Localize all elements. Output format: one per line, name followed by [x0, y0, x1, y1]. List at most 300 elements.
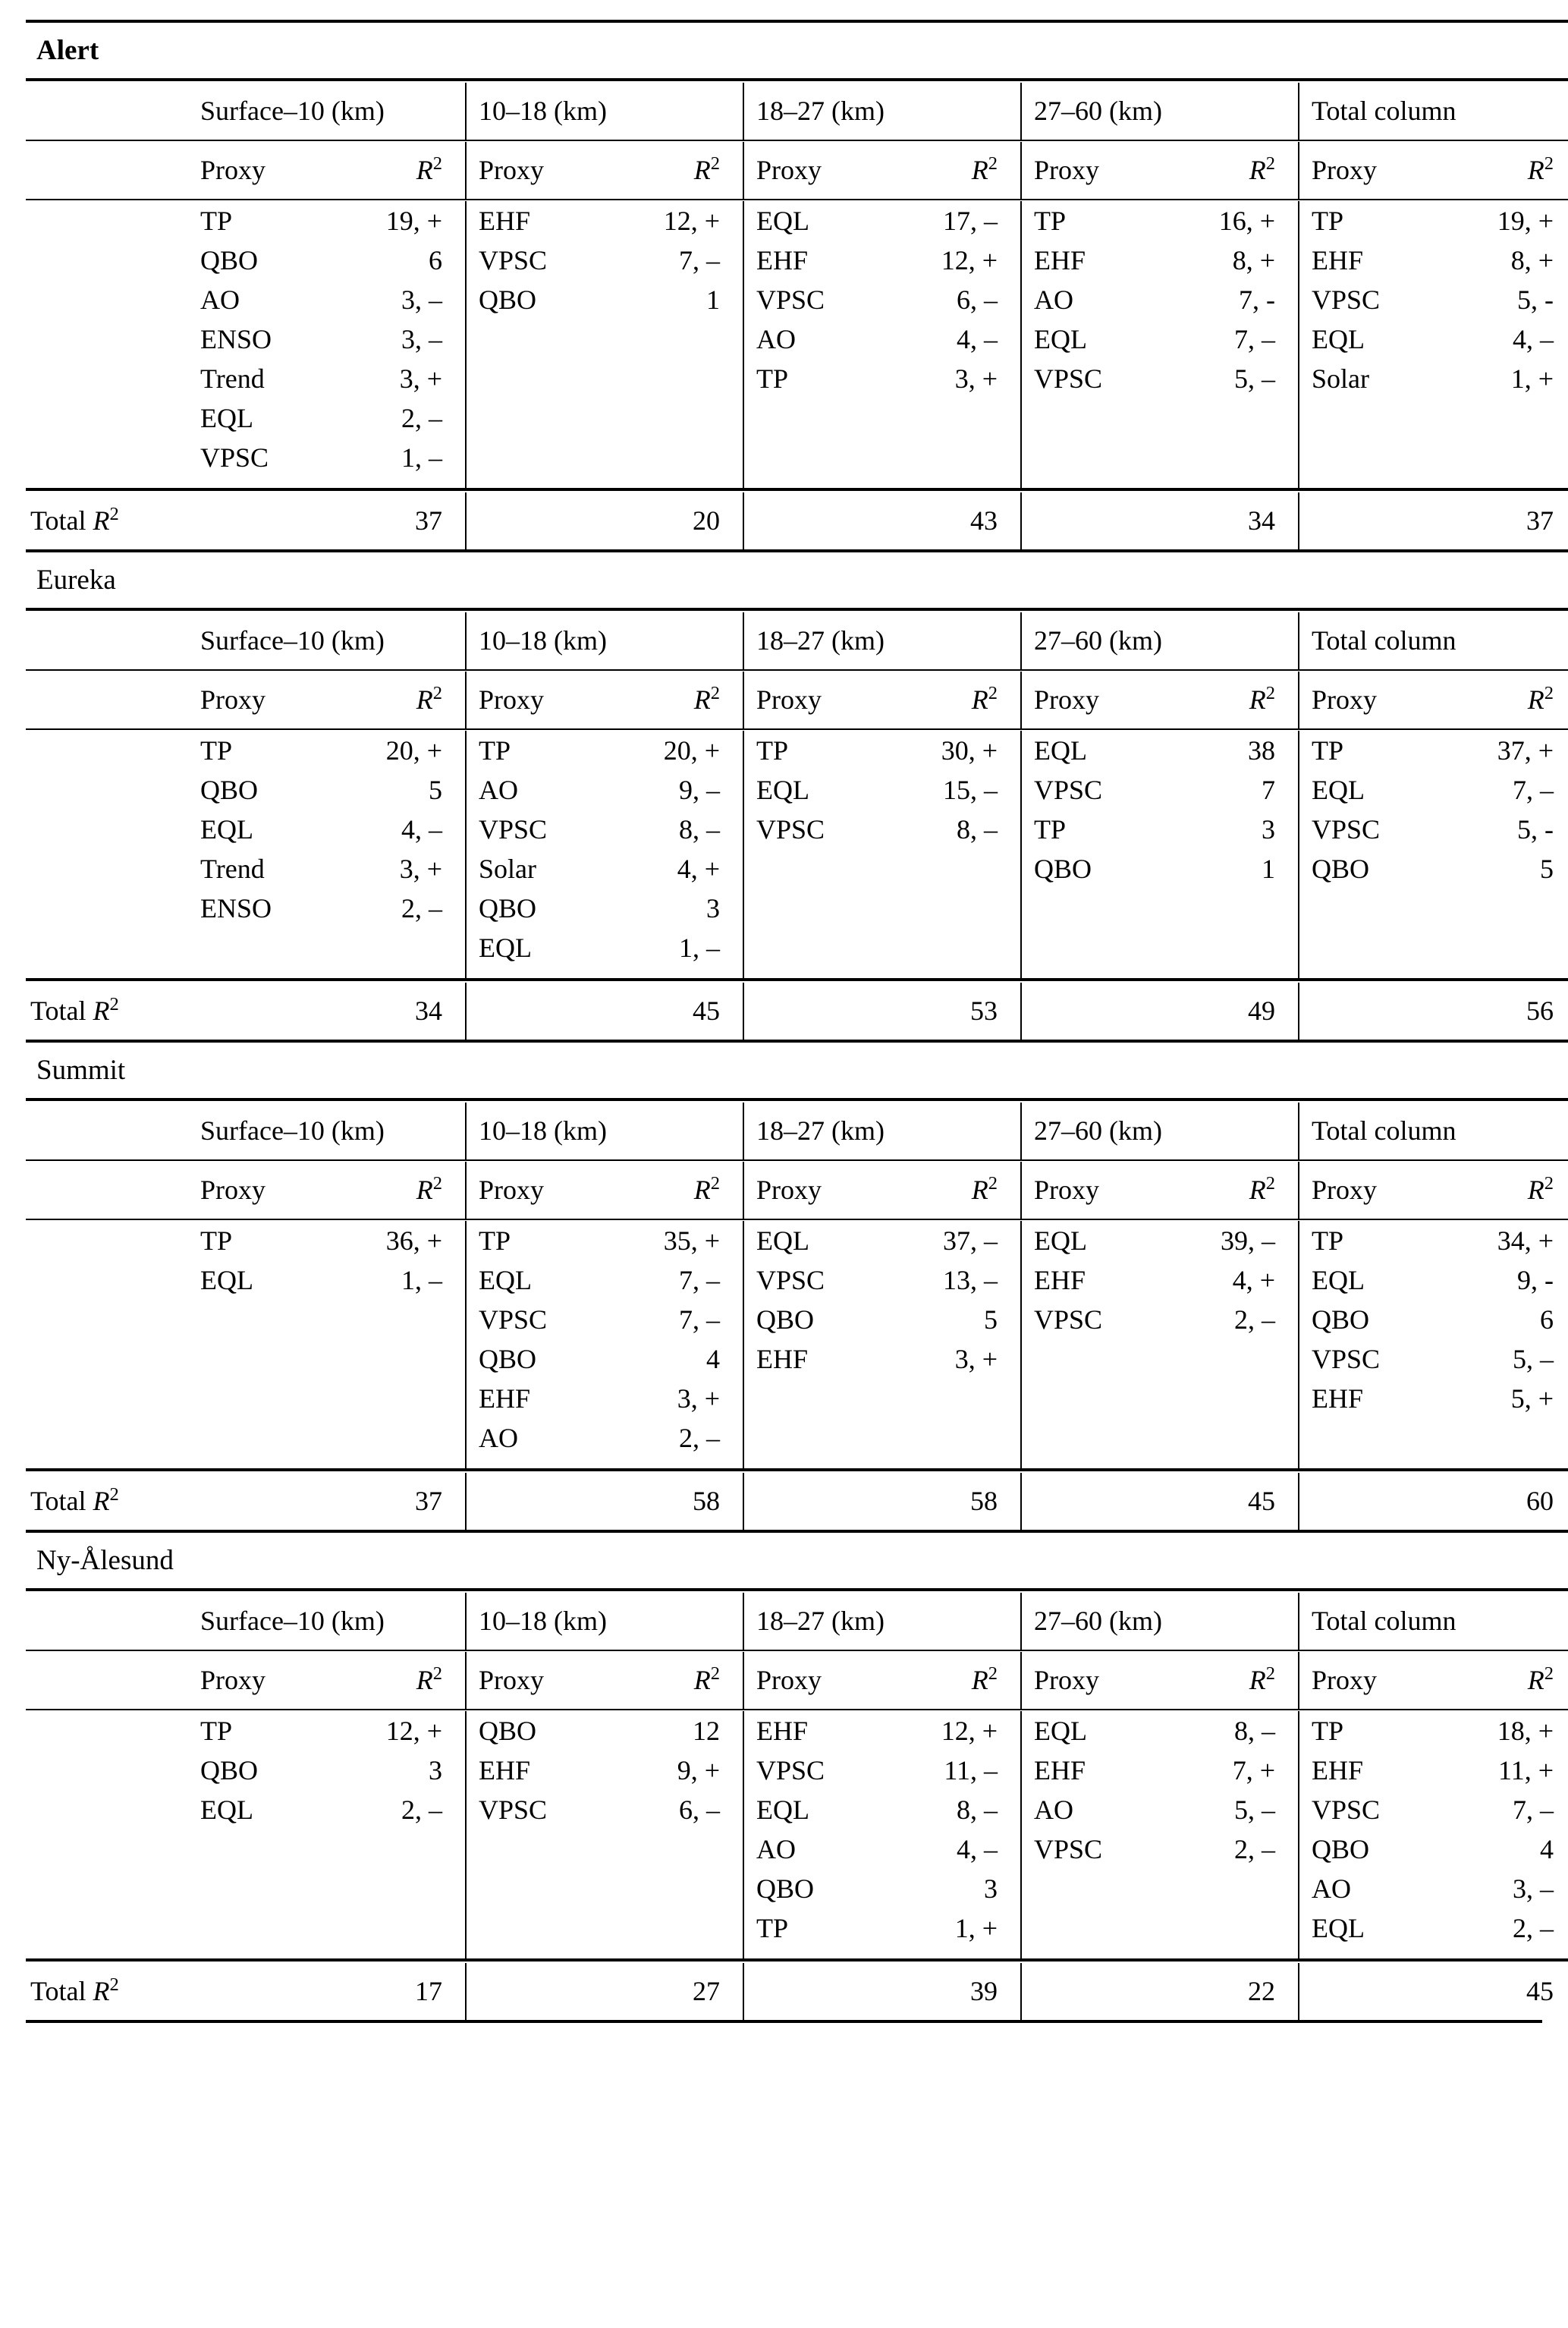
cell-proxy-eureka-1-3: Solar	[466, 849, 614, 889]
group-header-eureka-1: 10–18 (km)	[466, 612, 743, 670]
row-label-spacer	[26, 241, 188, 280]
col-header-proxy-2: Proxy	[743, 1652, 892, 1710]
section-alert	[26, 20, 1568, 549]
cell-proxy-alert-1-1: VPSC	[466, 241, 614, 280]
col-header-proxy-0: Proxy	[200, 684, 266, 715]
group-header-ny-alesund-0: Surface–10 (km)	[200, 1605, 385, 1636]
cell-r2-ny-alesund-2-3: 4, –	[957, 1834, 998, 1865]
cell-proxy-alert-3-1: EHF	[1021, 241, 1170, 280]
section-ny-alesund	[26, 1530, 1568, 2020]
col-header-proxy-3: Proxy	[1021, 142, 1170, 200]
row-label-spacer	[26, 280, 188, 319]
cell-r2-summit-2-0: 37, –	[943, 1225, 998, 1257]
table-row	[26, 1379, 1568, 1418]
col-header-proxy-4: Proxy	[1299, 672, 1447, 729]
cell-r2-summit-2-4	[892, 1379, 1021, 1418]
cell-r2-ny-alesund-2-0: 12, +	[941, 1716, 998, 1747]
col-header-proxy-0: Proxy	[200, 1174, 266, 1205]
cell-r2-summit-2-3: 3, +	[954, 1344, 998, 1375]
sub-header-row	[26, 142, 1568, 200]
cell-r2-alert-1-3	[614, 319, 743, 359]
table-row	[26, 1260, 1568, 1300]
table-row	[26, 1869, 1568, 1908]
cell-r2-alert-4-5	[1447, 398, 1568, 438]
row-label-spacer	[26, 1300, 188, 1339]
group-header-summit-1: 10–18 (km)	[466, 1103, 743, 1160]
cell-r2-ny-alesund-4-3: 4	[1540, 1834, 1554, 1865]
group-header-summit-4: Total column	[1299, 1103, 1568, 1160]
cell-r2-summit-4-0: 34, +	[1497, 1225, 1554, 1257]
total-value-summit-3: 45	[1021, 1473, 1299, 1530]
cell-proxy-alert-0-3: ENSO	[200, 323, 272, 354]
cell-r2-eureka-3-5	[1170, 928, 1299, 980]
cell-proxy-alert-2-3: AO	[743, 319, 892, 359]
cell-r2-eureka-0-2: 4, –	[401, 814, 442, 845]
section-title-row	[26, 554, 1568, 609]
cell-proxy-ny-alesund-4-0: TP	[1299, 1711, 1447, 1751]
cell-proxy-summit-1-4: EHF	[466, 1379, 614, 1418]
cell-r2-alert-3-2: 7, -	[1239, 284, 1275, 315]
cell-r2-eureka-2-1: 15, –	[943, 775, 998, 806]
row-label-spacer	[26, 1339, 188, 1379]
cell-proxy-alert-4-6	[1299, 438, 1447, 489]
cell-proxy-alert-3-4: VPSC	[1021, 359, 1170, 398]
col-header-proxy-4: Proxy	[1299, 1162, 1447, 1219]
cell-r2-alert-3-1: 8, +	[1232, 244, 1275, 275]
cell-proxy-summit-3-1: EHF	[1021, 1260, 1170, 1300]
cell-r2-summit-3-4	[1170, 1379, 1299, 1418]
total-value-alert-2: 43	[743, 492, 1021, 549]
row-label-spacer	[26, 928, 188, 980]
table-row	[26, 280, 1568, 319]
col-header-proxy-2: Proxy	[743, 1162, 892, 1219]
cell-proxy-summit-1-2: VPSC	[466, 1300, 614, 1339]
cell-r2-eureka-0-1: 5	[429, 775, 442, 806]
cell-r2-alert-2-5	[892, 398, 1021, 438]
cell-proxy-summit-0-4	[188, 1379, 337, 1418]
group-header-eureka-0: Surface–10 (km)	[200, 624, 385, 656]
row-label-spacer	[26, 1711, 188, 1751]
cell-proxy-alert-3-0: TP	[1021, 201, 1170, 241]
cell-proxy-ny-alesund-0-3	[188, 1829, 337, 1869]
cell-r2-summit-3-2: 2, –	[1234, 1304, 1275, 1335]
cell-r2-summit-1-0: 35, +	[663, 1225, 720, 1257]
cell-proxy-eureka-4-2: VPSC	[1299, 810, 1447, 849]
table-row	[26, 1339, 1568, 1379]
col-header-proxy-1: Proxy	[466, 1652, 614, 1710]
cell-r2-alert-1-1: 7, –	[679, 244, 720, 275]
cell-proxy-summit-1-3: QBO	[466, 1339, 614, 1379]
total-value-eureka-4: 56	[1299, 983, 1568, 1040]
cell-r2-summit-4-2: 6	[1540, 1304, 1554, 1335]
table-row	[26, 1300, 1568, 1339]
cell-r2-ny-alesund-3-3: 2, –	[1234, 1834, 1275, 1865]
cell-proxy-alert-1-2: QBO	[466, 280, 614, 319]
col-header-proxy-1: Proxy	[466, 142, 614, 200]
table-row	[26, 1751, 1568, 1790]
cell-r2-ny-alesund-3-0: 8, –	[1234, 1716, 1275, 1747]
cell-proxy-summit-2-4	[743, 1379, 892, 1418]
cell-proxy-eureka-2-3	[743, 849, 892, 889]
cell-proxy-alert-0-1: QBO	[200, 244, 259, 275]
cell-r2-eureka-4-1: 7, –	[1513, 775, 1554, 806]
r-squared-symbol: $R^2$	[93, 1974, 119, 2007]
cell-r2-alert-3-3: 7, –	[1234, 323, 1275, 354]
cell-proxy-summit-0-3	[188, 1339, 337, 1379]
cell-proxy-eureka-0-1: QBO	[200, 775, 259, 806]
cell-proxy-alert-1-4	[466, 359, 614, 398]
cell-proxy-summit-0-2	[188, 1300, 337, 1339]
r-squared-symbol: $R^2$	[1249, 1172, 1275, 1205]
cell-proxy-summit-2-5	[743, 1418, 892, 1470]
cell-proxy-eureka-1-0: TP	[466, 731, 614, 770]
row-label-spacer	[26, 319, 188, 359]
cell-proxy-summit-0-0: TP	[200, 1225, 233, 1257]
group-header-alert-2: 18–27 (km)	[743, 83, 1021, 140]
cell-r2-summit-0-4	[337, 1379, 466, 1418]
table-row	[26, 1221, 1568, 1260]
col-header-proxy-4: Proxy	[1299, 1652, 1447, 1710]
row-label-spacer	[26, 731, 188, 770]
cell-r2-eureka-0-5	[337, 928, 466, 980]
group-header-eureka-2: 18–27 (km)	[743, 612, 1021, 670]
cell-r2-alert-0-2: 3, –	[401, 284, 442, 315]
group-header-ny-alesund-3: 27–60 (km)	[1021, 1593, 1299, 1650]
row-label-spacer	[26, 142, 188, 200]
cell-proxy-eureka-1-1: AO	[466, 770, 614, 810]
cell-proxy-ny-alesund-1-3	[466, 1829, 614, 1869]
cell-r2-alert-2-1: 12, +	[941, 244, 998, 275]
total-value-eureka-2: 53	[743, 983, 1021, 1040]
cell-r2-ny-alesund-4-5: 2, –	[1513, 1913, 1554, 1944]
cell-proxy-summit-4-5	[1299, 1418, 1447, 1470]
cell-r2-eureka-2-2: 8, –	[957, 814, 998, 845]
cell-proxy-eureka-3-0: EQL	[1021, 731, 1170, 770]
cell-proxy-eureka-0-4: ENSO	[200, 893, 272, 924]
total-label: Total $R^2$	[30, 503, 119, 536]
cell-r2-ny-alesund-4-1: 11, +	[1498, 1755, 1554, 1786]
cell-r2-summit-2-5	[892, 1418, 1021, 1470]
total-value-ny-alesund-4: 45	[1299, 1963, 1568, 2020]
cell-proxy-eureka-4-3: QBO	[1299, 849, 1447, 889]
statistics-table	[26, 20, 1554, 2024]
cell-r2-summit-3-1: 4, +	[1232, 1265, 1275, 1296]
col-header-r2-2	[892, 672, 1021, 729]
cell-proxy-alert-1-3	[466, 319, 614, 359]
r-squared-symbol: $R^2$	[1527, 1663, 1554, 1696]
cell-r2-summit-2-2: 5	[984, 1304, 998, 1335]
cell-r2-summit-0-2	[337, 1300, 466, 1339]
cell-r2-alert-1-4	[614, 359, 743, 398]
cell-r2-eureka-2-4	[892, 889, 1021, 928]
total-row-alert	[26, 492, 1568, 549]
r-squared-symbol: $R^2$	[93, 994, 119, 1027]
cell-proxy-summit-2-2: QBO	[743, 1300, 892, 1339]
r-squared-symbol: $R^2$	[416, 682, 442, 715]
row-label-spacer	[26, 1593, 188, 1650]
row-label-spacer	[26, 1103, 188, 1160]
cell-r2-summit-4-4: 5, +	[1510, 1383, 1554, 1414]
total-value-ny-alesund-0: 17	[415, 1976, 442, 2007]
cell-proxy-ny-alesund-3-3: VPSC	[1021, 1829, 1170, 1869]
table-bottom-rule	[26, 2020, 1542, 2024]
cell-proxy-eureka-3-4	[1021, 889, 1170, 928]
group-header-summit-3: 27–60 (km)	[1021, 1103, 1299, 1160]
cell-proxy-alert-3-6	[1021, 438, 1170, 489]
table-row	[26, 889, 1568, 928]
cell-proxy-eureka-0-0: TP	[200, 735, 233, 766]
r-squared-symbol: $R^2$	[1249, 1663, 1275, 1696]
cell-r2-alert-2-0: 17, –	[943, 205, 998, 236]
cell-proxy-ny-alesund-0-2: EQL	[200, 1795, 253, 1826]
cell-r2-alert-1-2: 1	[706, 284, 720, 315]
cell-proxy-alert-3-3: EQL	[1021, 319, 1170, 359]
cell-r2-ny-alesund-1-0: 12	[693, 1716, 720, 1747]
cell-r2-alert-3-4: 5, –	[1234, 363, 1275, 394]
cell-r2-eureka-0-4: 2, –	[401, 893, 442, 924]
cell-proxy-ny-alesund-2-2: EQL	[743, 1790, 892, 1829]
cell-r2-alert-0-1: 6	[429, 244, 442, 275]
cell-r2-ny-alesund-2-1: 11, –	[944, 1755, 998, 1786]
row-label-spacer	[26, 438, 188, 489]
total-value-ny-alesund-2: 39	[743, 1963, 1021, 2020]
col-header-r2-1	[614, 672, 743, 729]
cell-r2-eureka-2-3	[892, 849, 1021, 889]
cell-r2-summit-4-1: 9, -	[1517, 1265, 1554, 1296]
col-header-r2-3	[1170, 672, 1299, 729]
sub-header-row	[26, 1162, 1568, 1219]
cell-r2-alert-3-6	[1170, 438, 1299, 489]
cell-r2-eureka-3-2: 3	[1262, 814, 1275, 845]
cell-proxy-alert-0-5: EQL	[200, 402, 253, 433]
cell-r2-eureka-2-5	[892, 928, 1021, 980]
table-row	[26, 770, 1568, 810]
cell-r2-summit-3-3	[1170, 1339, 1299, 1379]
cell-r2-ny-alesund-0-2: 2, –	[401, 1795, 442, 1826]
col-header-r2-4	[1447, 142, 1568, 200]
section-title-alert: Alert	[36, 35, 99, 66]
cell-proxy-summit-1-5: AO	[466, 1418, 614, 1470]
row-label-spacer	[26, 1751, 188, 1790]
group-header-alert-4: Total column	[1299, 83, 1568, 140]
cell-proxy-ny-alesund-4-5: EQL	[1299, 1908, 1447, 1960]
row-label-spacer	[26, 1790, 188, 1829]
col-header-r2-1	[614, 1652, 743, 1710]
table-row	[26, 201, 1568, 241]
group-header-ny-alesund-1: 10–18 (km)	[466, 1593, 743, 1650]
cell-r2-alert-2-3: 4, –	[957, 323, 998, 354]
cell-r2-alert-3-5	[1170, 398, 1299, 438]
cell-proxy-eureka-2-0: TP	[743, 731, 892, 770]
r-squared-symbol: $R^2$	[971, 153, 998, 185]
cell-proxy-alert-4-3: EQL	[1299, 319, 1447, 359]
group-header-row	[26, 1593, 1568, 1650]
col-header-r2-4	[1447, 1652, 1568, 1710]
row-label-spacer	[26, 1829, 188, 1869]
cell-r2-alert-1-6	[614, 438, 743, 489]
r-squared-symbol: $R^2$	[1249, 682, 1275, 715]
col-header-r2-4	[1447, 1162, 1568, 1219]
cell-proxy-eureka-0-3: Trend	[200, 854, 265, 885]
group-header-ny-alesund-4: Total column	[1299, 1593, 1568, 1650]
cell-proxy-ny-alesund-4-2: VPSC	[1299, 1790, 1447, 1829]
col-header-proxy-0: Proxy	[200, 154, 266, 185]
total-value-alert-3: 34	[1021, 492, 1299, 549]
r-squared-symbol: $R^2$	[416, 1172, 442, 1205]
section-summit	[26, 1040, 1568, 1530]
cell-r2-eureka-1-4: 3	[706, 893, 720, 924]
cell-proxy-summit-2-3: EHF	[743, 1339, 892, 1379]
cell-proxy-alert-2-0: EQL	[743, 201, 892, 241]
col-header-r2-1	[614, 142, 743, 200]
cell-proxy-ny-alesund-1-5	[466, 1908, 614, 1960]
total-value-summit-0: 37	[415, 1486, 442, 1517]
cell-proxy-summit-0-5	[188, 1418, 337, 1470]
cell-proxy-summit-3-3	[1021, 1339, 1170, 1379]
cell-r2-eureka-1-2: 8, –	[679, 814, 720, 845]
cell-proxy-ny-alesund-2-5: TP	[743, 1908, 892, 1960]
col-header-r2-2	[892, 1162, 1021, 1219]
cell-r2-ny-alesund-4-2: 7, –	[1513, 1795, 1554, 1826]
cell-r2-ny-alesund-1-1: 9, +	[677, 1755, 720, 1786]
total-label: Total $R^2$	[30, 1974, 119, 2007]
cell-r2-eureka-1-0: 20, +	[663, 735, 720, 766]
total-value-eureka-1: 45	[466, 983, 743, 1040]
cell-r2-ny-alesund-4-0: 18, +	[1497, 1716, 1554, 1747]
total-value-alert-0: 37	[415, 505, 442, 536]
cell-r2-ny-alesund-1-4	[614, 1869, 743, 1908]
r-squared-symbol: $R^2$	[416, 153, 442, 185]
r-squared-symbol: $R^2$	[693, 1663, 720, 1696]
cell-r2-ny-alesund-0-5	[337, 1908, 466, 1960]
row-label-spacer	[26, 359, 188, 398]
cell-r2-eureka-3-4	[1170, 889, 1299, 928]
row-label-spacer	[26, 672, 188, 729]
total-row-eureka	[26, 983, 1568, 1040]
cell-proxy-alert-4-0: TP	[1299, 201, 1447, 241]
cell-proxy-eureka-4-0: TP	[1299, 731, 1447, 770]
cell-proxy-alert-0-6: VPSC	[200, 442, 269, 473]
cell-proxy-alert-2-5	[743, 398, 892, 438]
total-row-summit	[26, 1473, 1568, 1530]
group-header-alert-0: Surface–10 (km)	[200, 95, 385, 126]
table-row	[26, 438, 1568, 489]
cell-r2-summit-3-0: 39, –	[1221, 1225, 1275, 1257]
cell-proxy-ny-alesund-0-1: QBO	[200, 1755, 259, 1786]
r-squared-symbol: $R^2$	[1527, 1172, 1554, 1205]
cell-r2-summit-3-5	[1170, 1418, 1299, 1470]
r-squared-symbol: $R^2$	[693, 682, 720, 715]
r-squared-symbol: $R^2$	[971, 682, 998, 715]
cell-r2-summit-1-5: 2, –	[679, 1423, 720, 1454]
cell-proxy-eureka-3-3: QBO	[1021, 849, 1170, 889]
table-row	[26, 731, 1568, 770]
table-row	[26, 849, 1568, 889]
cell-r2-alert-4-0: 19, +	[1497, 205, 1554, 236]
cell-proxy-ny-alesund-3-2: AO	[1021, 1790, 1170, 1829]
cell-r2-summit-4-3: 5, –	[1513, 1344, 1554, 1375]
cell-r2-eureka-4-4	[1447, 889, 1568, 928]
total-value-summit-2: 58	[743, 1473, 1021, 1530]
cell-r2-ny-alesund-3-5	[1170, 1908, 1299, 1960]
cell-proxy-summit-4-1: EQL	[1299, 1260, 1447, 1300]
cell-r2-alert-2-2: 6, –	[957, 284, 998, 315]
cell-proxy-alert-3-5	[1021, 398, 1170, 438]
col-header-r2-3	[1170, 1652, 1299, 1710]
cell-r2-eureka-3-1: 7	[1262, 775, 1275, 806]
group-header-eureka-3: 27–60 (km)	[1021, 612, 1299, 670]
col-header-proxy-2: Proxy	[743, 142, 892, 200]
cell-proxy-ny-alesund-1-4	[466, 1869, 614, 1908]
cell-r2-eureka-1-1: 9, –	[679, 775, 720, 806]
cell-r2-summit-0-0: 36, +	[385, 1225, 442, 1257]
group-header-eureka-4: Total column	[1299, 612, 1568, 670]
cell-r2-eureka-4-0: 37, +	[1497, 735, 1554, 766]
cell-proxy-alert-4-4: Solar	[1299, 359, 1447, 398]
cell-proxy-eureka-3-1: VPSC	[1021, 770, 1170, 810]
total-value-summit-1: 58	[466, 1473, 743, 1530]
cell-proxy-alert-2-1: EHF	[743, 241, 892, 280]
row-label-spacer	[26, 1260, 188, 1300]
r-squared-symbol: $R^2$	[1249, 153, 1275, 185]
cell-r2-alert-4-2: 5, -	[1517, 284, 1554, 315]
group-header-summit-0: Surface–10 (km)	[200, 1115, 385, 1146]
cell-r2-alert-0-0: 19, +	[385, 205, 442, 236]
total-label: Total $R^2$	[30, 1484, 119, 1517]
cell-proxy-summit-3-0: EQL	[1021, 1221, 1170, 1260]
total-value-eureka-0: 34	[415, 996, 442, 1027]
table-row	[26, 1829, 1568, 1869]
table-row	[26, 1790, 1568, 1829]
cell-proxy-eureka-1-5: EQL	[466, 928, 614, 980]
cell-r2-eureka-0-0: 20, +	[385, 735, 442, 766]
group-header-row	[26, 612, 1568, 670]
cell-proxy-eureka-0-2: EQL	[200, 814, 253, 845]
section-title-row	[26, 24, 1568, 80]
cell-r2-ny-alesund-3-1: 7, +	[1232, 1755, 1275, 1786]
cell-r2-eureka-3-0: 38	[1248, 735, 1275, 766]
cell-r2-eureka-4-3: 5	[1540, 854, 1554, 885]
cell-r2-summit-2-1: 13, –	[943, 1265, 998, 1296]
cell-proxy-summit-1-1: EQL	[466, 1260, 614, 1300]
cell-proxy-ny-alesund-0-4	[188, 1869, 337, 1908]
cell-r2-alert-0-6: 1, –	[401, 442, 442, 473]
cell-r2-alert-0-3: 3, –	[401, 323, 442, 354]
cell-proxy-summit-3-4	[1021, 1379, 1170, 1418]
row-label-spacer	[26, 770, 188, 810]
r-squared-symbol: $R^2$	[971, 1172, 998, 1205]
cell-proxy-alert-4-2: VPSC	[1299, 280, 1447, 319]
table-row	[26, 1711, 1568, 1751]
cell-r2-ny-alesund-0-1: 3	[429, 1755, 442, 1786]
table-row	[26, 928, 1568, 980]
cell-proxy-eureka-2-4	[743, 889, 892, 928]
row-label-spacer	[26, 1379, 188, 1418]
cell-r2-eureka-3-3: 1	[1262, 854, 1275, 885]
total-value-alert-1: 20	[466, 492, 743, 549]
cell-proxy-ny-alesund-1-2: VPSC	[466, 1790, 614, 1829]
cell-proxy-summit-4-2: QBO	[1299, 1300, 1447, 1339]
cell-r2-eureka-0-3: 3, +	[399, 854, 442, 885]
cell-proxy-eureka-3-5	[1021, 928, 1170, 980]
r-squared-symbol: $R^2$	[693, 153, 720, 185]
row-label-spacer	[26, 810, 188, 849]
section-eureka	[26, 549, 1568, 1040]
col-header-r2-4	[1447, 672, 1568, 729]
group-header-row	[26, 1103, 1568, 1160]
cell-proxy-alert-1-0: EHF	[466, 201, 614, 241]
r-squared-symbol: $R^2$	[416, 1663, 442, 1696]
